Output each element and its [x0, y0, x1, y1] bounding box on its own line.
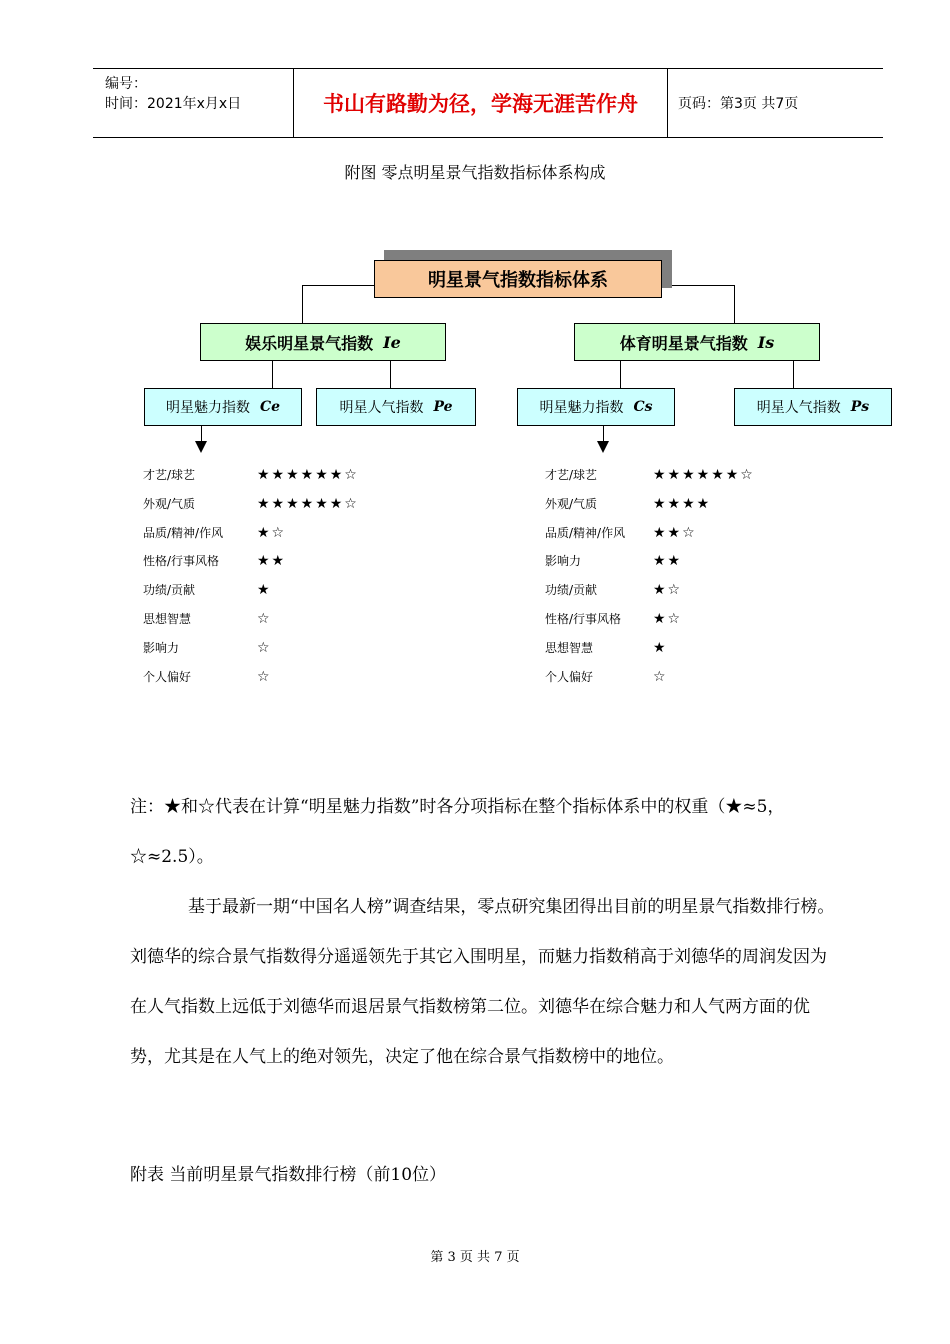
connector	[272, 361, 273, 388]
node-label: 明星魅力指数	[165, 400, 250, 416]
rating-stars: ★	[653, 639, 668, 656]
rating-stars: ★☆	[653, 611, 683, 627]
time-label: 时间：2021年x月x日	[105, 96, 242, 112]
entertainment-index-node	[200, 323, 446, 361]
header-page-info: 页码：第3页 共7页	[678, 96, 799, 112]
rating-stars: ☆	[653, 668, 668, 685]
rating-label: 思想智慧	[143, 612, 192, 626]
figure-title: 附图 零点明星景气指数指标体系构成	[344, 163, 606, 182]
sports-index-node	[574, 323, 820, 361]
rating-label: 外观/气质	[545, 496, 598, 511]
node-label: 明星人气指数	[756, 400, 841, 416]
page-footer: 第 3 页 共 7 页	[430, 1250, 520, 1265]
connector	[390, 361, 391, 388]
rating-stars: ★★☆	[653, 524, 697, 541]
ent-popularity-node	[316, 388, 476, 426]
connector	[603, 426, 604, 442]
header-motto: 书山有路勤为径，学海无涯苦作舟	[294, 69, 668, 137]
rating-label: 个人偏好	[545, 669, 594, 684]
rating-stars: ☆	[257, 611, 272, 627]
node-symbol: Cs	[633, 399, 653, 415]
rating-label: 功绩/贡献	[545, 583, 598, 598]
rating-label: 性格/行事风格	[545, 612, 622, 626]
rating-label: 影响力	[143, 640, 180, 655]
rating-label: 影响力	[545, 554, 582, 569]
connector	[302, 285, 374, 286]
rating-label: 性格/行事风格	[143, 554, 220, 569]
rating-label: 思想智慧	[545, 640, 594, 655]
connector	[734, 285, 735, 323]
connector	[302, 285, 303, 323]
rating-stars: ☆	[257, 639, 272, 656]
sports-popularity-node	[734, 388, 892, 426]
page-header	[93, 68, 883, 138]
node-label: 娱乐明星景气指数	[245, 333, 374, 353]
rating-stars: ★★★★★★☆	[257, 495, 359, 512]
rating-label: 外观/气质	[143, 496, 196, 511]
table-title: 附表 当前明星景气指数排行榜（前10位）	[130, 1165, 447, 1185]
node-symbol: Ie	[383, 332, 401, 352]
note-paragraph: 注：★和☆代表在计算“明星魅力指数”时各分项指标在整个指标体系中的权重（★≈5，☆≈2.5）。	[130, 797, 785, 867]
rating-label: 个人偏好	[143, 669, 192, 684]
rating-stars: ★☆	[653, 582, 683, 599]
down-arrow-icon	[597, 441, 609, 453]
body-paragraph: 基于最新一期“中国名人榜”调查结果，零点研究集团得出目前的明星景气指数排行榜。刘德华的综合景气指数得分遥遥领先于其它入围明星，而魅力指数稍高于刘德华的周润发因为在人气指数上远低于刘德华而退居景气指数榜第二位。刘德华在综合魅力和人气两方面的优势，尤其是在人气上的绝对领先，决定了他在综合景气指数榜中的地位。	[130, 897, 835, 1067]
node-label: 明星魅力指数	[539, 400, 624, 416]
connector	[793, 361, 794, 388]
ent-ratings-list	[143, 465, 403, 695]
rating-label: 品质/精神/作风	[545, 525, 626, 540]
sports-ratings-list	[545, 465, 805, 695]
node-label: 明星人气指数	[339, 400, 424, 416]
connector	[201, 426, 202, 442]
node-symbol: Ce	[259, 399, 281, 415]
rating-stars: ☆	[257, 668, 272, 685]
rating-label: 品质/精神/作风	[143, 525, 224, 540]
header-meta	[93, 69, 294, 137]
sports-charm-node	[517, 388, 675, 426]
rating-label: 功绩/贡献	[143, 583, 196, 598]
rating-stars: ★★★★★★☆	[653, 467, 755, 483]
node-symbol: Is	[757, 332, 775, 352]
ent-charm-node	[144, 388, 302, 426]
number-label: 编号：	[105, 76, 147, 92]
down-arrow-icon	[195, 441, 207, 453]
node-symbol: Ps	[850, 399, 870, 415]
node-symbol: Pe	[433, 399, 453, 415]
connector	[662, 285, 734, 286]
rating-stars: ★★★★	[653, 495, 712, 512]
node-label: 体育明星景气指数	[619, 333, 748, 353]
root-node: 明星景气指数指标体系	[374, 260, 662, 298]
rating-stars: ★★	[257, 553, 287, 570]
rating-label: 才艺/球艺	[545, 468, 598, 482]
rating-stars: ★★★★★★☆	[257, 467, 359, 483]
rating-label: 才艺/球艺	[143, 468, 196, 482]
rating-stars: ★★	[653, 553, 683, 570]
connector	[620, 361, 621, 388]
rating-stars: ★	[257, 582, 272, 599]
rating-stars: ★☆	[257, 524, 287, 541]
